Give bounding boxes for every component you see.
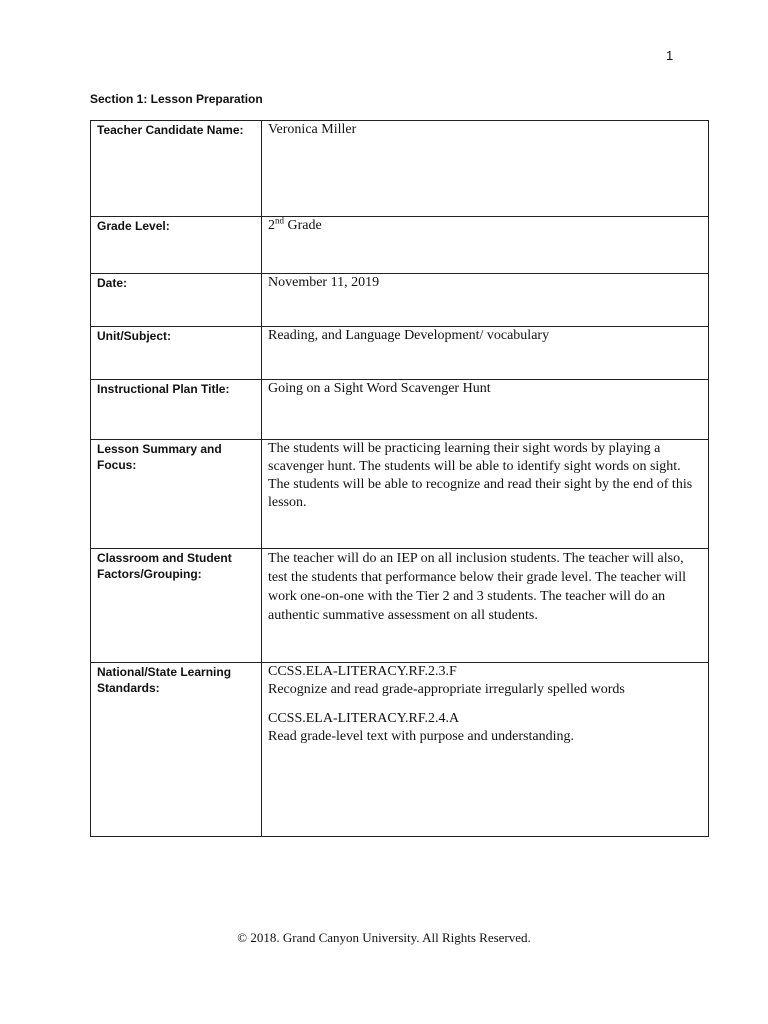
table-row <box>91 663 709 837</box>
standard-item <box>268 663 702 699</box>
grade-level-label: Grade Level: <box>91 217 262 274</box>
grade-number: 2 <box>268 218 275 233</box>
table-row <box>91 380 709 440</box>
teacher-name-label: Teacher Candidate Name: <box>91 121 262 217</box>
unit-subject-value-cell <box>262 327 709 380</box>
learning-standards-label: National/State Learning Standards: <box>91 663 262 837</box>
unit-subject-label: Unit/Subject: <box>91 327 262 380</box>
grade-word: Grade <box>284 218 322 233</box>
table-row <box>91 440 709 549</box>
plan-title-label: Instructional Plan Title: <box>91 380 262 440</box>
date-value-cell <box>262 274 709 327</box>
teacher-name-value-cell <box>262 121 709 217</box>
table-row <box>91 217 709 274</box>
teacher-name-value: Veronica Miller <box>268 122 357 137</box>
plan-title-value: Going on a Sight Word Scavenger Hunt <box>268 381 491 396</box>
classroom-factors-label: Classroom and Student Factors/Grouping: <box>91 549 262 663</box>
grade-ordinal-suffix: nd <box>275 215 284 226</box>
grade-level-value-cell <box>262 217 709 274</box>
standard-description: Read grade-level text with purpose and understanding. <box>268 729 574 744</box>
standard-code: CCSS.ELA-LITERACY.RF.2.3.F <box>268 664 457 679</box>
table-row <box>91 327 709 380</box>
standard-item <box>268 710 702 746</box>
classroom-factors-value: The teacher will do an IEP on all inclusion students. The teacher will also, test the students that performance below their grade level. The teacher will work one-on-one with the Tier 2 and 3 students. The teacher will do an authentic summative assessment on all students. <box>268 551 687 623</box>
lesson-summary-value: The students will be practicing learning their sight words by playing a scavenger hunt. The students will be able to identify sight words on sight. The students will be able to recognize and read their sight by the end of this lesson. <box>268 441 693 510</box>
date-label: Date: <box>91 274 262 327</box>
copyright-footer: © 2018. Grand Canyon University. All Rights Reserved. <box>237 930 531 945</box>
table-row <box>91 549 709 663</box>
lesson-preparation-table <box>90 120 709 837</box>
section-heading: Section 1: Lesson Preparation <box>90 92 263 106</box>
standard-description: Recognize and read grade-appropriate irregularly spelled words <box>268 682 625 697</box>
unit-subject-value: Reading, and Language Development/ vocabulary <box>268 328 550 343</box>
date-value: November 11, 2019 <box>268 275 380 290</box>
page-number: 1 <box>666 48 674 63</box>
plan-title-value-cell <box>262 380 709 440</box>
lesson-summary-value-cell <box>262 440 709 549</box>
grade-level-value <box>268 217 702 235</box>
classroom-factors-value-cell <box>262 549 709 663</box>
lesson-summary-label: Lesson Summary and Focus: <box>91 440 262 549</box>
standard-code: CCSS.ELA-LITERACY.RF.2.4.A <box>268 711 460 726</box>
table-row <box>91 121 709 217</box>
table-row <box>91 274 709 327</box>
learning-standards-value-cell <box>262 663 709 837</box>
